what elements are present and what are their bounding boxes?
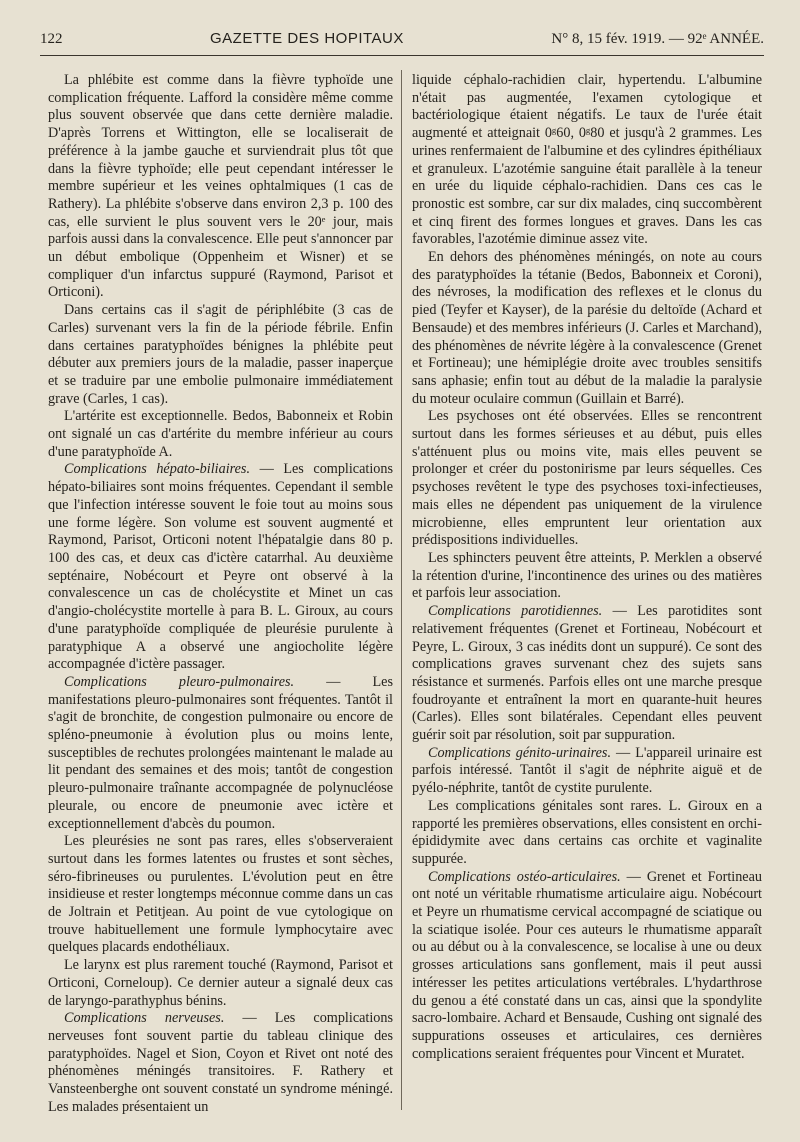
section-heading: Complications génito-urinaires. [428, 744, 617, 761]
paragraph: La phlébite est comme dans la fièvre typhoïde une complication fréquente. Lafford la considère même comme plus souvent observée que dans cette dernière maladie. D'après Torrens et Wittington, elle se localiserait de préférence à la jambe gauche et surviendrait plus tôt que dans la fièvre typhoïde; elle peut cependant intéresser le membre supérieur et les veines ophtalmiques (1 cas de Rathery). La phlébite s'observe dans environ 2,3 p. 100 des cas, elle survient le plus souvent vers le 20ᵉ jour, mais parfois aussi dans la convalescence. Elle peut s'annoncer par un début embolique (Oppenheim et Wisner) et se compliquer d'un infarctus suppuré (Raymond, Parisot et Orticoni). [48, 72, 393, 301]
paragraph: Complications hépato-biliaires. — Les complications hépato-biliaires sont moins fréquentes. Cependant il semble que l'infection intéresse souvent le foie tout au moins sous une forme légère. Son volume est souvent augmenté et Raymond, Parisot, Orticoni notent l'hépatalgie dans 80 p. 100 des cas, et deux cas d'ictère catarrhal. Au deuxième septénaire, Nobécourt et Peyre ont observé à la convalescence un cas de cholécystite et Minet un cas d'angio-cholécystite mortelle à para B. L. Giroux, au cours d'une paratyphoïde compliquée de pleurésie purulente à paratyphique A a observé une angiocholite légère accompagnée d'ictère passager. [48, 461, 393, 673]
paragraph: liquide céphalo-rachidien clair, hypertendu. L'albumine n'était pas augmentée, l'examen cytologique et bactériologique étaient négatifs. Le taux de l'urée était augmenté et atteignait 0ᵍ60, 0ᵍ80 et jusqu'à 2 grammes. Les urines renfermaient de l'albumine et des cylindres épithéliaux et granuleux. L'azotémie sanguine était parallèle à la teneur en urée du liquide céphalo-rachidien. Dans ces cas le pronostic est sombre, car sur dix malades, cinq succombèrent et cinq firent des formes longues et graves. Dans les cas favorables, l'azotémie diminue assez vite. [412, 72, 762, 248]
left-column [48, 72, 393, 1116]
paragraph: Dans certains cas il s'agit de périphlébite (3 cas de Carles) survenant vers la fin de la période fébrile. Enfin dans certaines paratyphoïdes bénignes la phlébite peut débuter aux premiers jours de la maladie, passer inaperçue et se traduire par une embolie pulmonaire immédiatement grave (Carles, 1 cas). [48, 302, 393, 407]
section-heading: Complications hépato-biliaires. [64, 461, 260, 478]
paragraph: Les pleurésies ne sont pas rares, elles s'observeraient surtout dans les formes latentes ou frustes et sont sèches, séro-fibrineuses ou purulentes. L'évolution peut en être insidieuse et rester longtemps méconnue comme dans un cas de Joltrain et Petitjean. Au point de vue cytologique on trouve habituellement une formule lymphocytaire avec quelques placards endothéliaux. [48, 833, 393, 956]
section-heading: Complications pleuro-pulmonaires. [64, 673, 327, 690]
paragraph: Le larynx est plus rarement touché (Raymond, Parisot et Orticoni, Corneloup). Ce dernier auteur a signalé deux cas de laryngo-parathyphus bénins. [48, 957, 393, 1009]
page-number: 122 [40, 31, 63, 47]
paragraph: Les complications génitales sont rares. L. Giroux en a rapporté les premières observations, elles consistent en orchi-épididymite avec dans certains cas orchite et vaginalite suppurée. [412, 797, 762, 867]
paragraph: Les sphincters peuvent être atteints, P. Merklen a observé la rétention d'urine, l'incontinence des urines ou des matières et parfois leur association. [412, 549, 762, 602]
issue-info: N° 8, 15 fév. 1919. — 92ᵉ ANNÉE. [551, 31, 764, 47]
section-heading: Complications ostéo-articulaires. [428, 868, 627, 885]
section-heading: Complications parotidiennes. [428, 603, 613, 620]
journal-title: GAZETTE DES HOPITAUX [209, 30, 404, 47]
paragraph: Les psychoses ont été observées. Elles se rencontrent surtout dans les formes sérieuses et au début, puis elles s'atténuent plus ou moins vite, mais elles peuvent se prolonger et créer du postonirisme par leurs séquelles. Ces psychoses revêtent le type des psychoses toxi-infectieuses, mais elles ne dépendent pas uniquement de la virulence microbienne, elles empruntent leur orientation aux prédispositions individuelles. [412, 408, 762, 549]
paragraph: Complications génito-urinaires. — L'appareil urinaire est parfois intéressé. Tantôt il s'agit de néphrite aiguë et de pyélo-néphrite, tantôt de cystite purulente. [412, 744, 762, 797]
column-divider [401, 70, 402, 1110]
paragraph: Complications pleuro-pulmonaires. — Les manifestations pleuro-pulmonaires sont fréquentes. Tantôt il s'agit de bronchite, de congestion pulmonaire ou encore de spléno-pneumonie à évolution plus ou moins lente, susceptibles de rechutes prolongées maintenant le malade au lit pendant des semaines et des mois; tantôt de congestion pleuro-pulmonaire traînante accompagnée de polynucléose pleurale, ou encore de pneumonie avec ictère et exceptionnellement d'abcès du poumon. [48, 673, 393, 832]
page-header [40, 30, 764, 52]
paragraph: En dehors des phénomènes méningés, on note au cours des paratyphoïdes la tétanie (Bedos, Babonneix et Coroni), des névroses, la modification des reflexes et le clonus du pied (Teyfer et Kayser), de la parésie du deltoïde (Achard et Bensaude) et des membres inférieurs (J. Carles et Marchand), des phénomènes de névrite légère à la convalescence (Grenet et Fortineau); une hémiplégie droite avec troubles sensitifs sans aphasie; enfin tout au début de la maladie la paralysie du moteur oculaire commun (Guillain et Barré). [412, 249, 762, 407]
paragraph: Complications nerveuses. — Les complications nerveuses font souvent partie du tableau clinique des paratyphoïdes. Nagel et Sion, Coyon et Rivet ont noté des phénomènes méningés transitoires. F. Rathery et Vansteenberghe ont souvent constaté un syndrome méningé. Les malades présentaient un [48, 1010, 394, 1115]
header-rule [40, 55, 764, 56]
right-column [412, 72, 762, 1063]
paragraph: Complications parotidiennes. — Les parotidites sont relativement fréquentes (Grenet et Fortineau, Nobécourt et Peyre, L. Giroux, 3 cas inédits dont un suppuré). Ce sont des complications graves survenant chez des sujets sans résistance et surmenés. Parfois elles ont une marche presque foudroyante et entraînent la mort en quarante-huit heures (Carles). Elles sont bilatérales. Cependant elles peuvent guérir soit par résolution, soit par suppuration. [412, 603, 763, 744]
section-heading: Complications nerveuses. [64, 1010, 243, 1027]
paragraph: Complications ostéo-articulaires. — Grenet et Fortineau ont noté un véritable rhumatisme articulaire aigu. Nobécourt et Peyre un rhumatisme cervical accompagné de sciatique ou la sciatique isolée. Pour ces auteurs le rhumatisme apparaît ou au début ou à la convalescence, se localise à une ou deux grosses articulations sans gonflement, mais il peut aussi intéresser les petites articulations vertébrales. L'hydarthrose du genou a été constaté dans un cas, ainsi que la spondylite sacro-lombaire. Achard et Bensaude, Cushing ont signalé des suppurations osseuses et articulaires, ces dernières complications seraient fréquentes pour Vincent et Muratet. [412, 868, 762, 1062]
paragraph: L'artérite est exceptionnelle. Bedos, Babonneix et Robin ont signalé un cas d'artérite du membre inférieur au cours d'une paratyphoïde A. [48, 408, 393, 460]
